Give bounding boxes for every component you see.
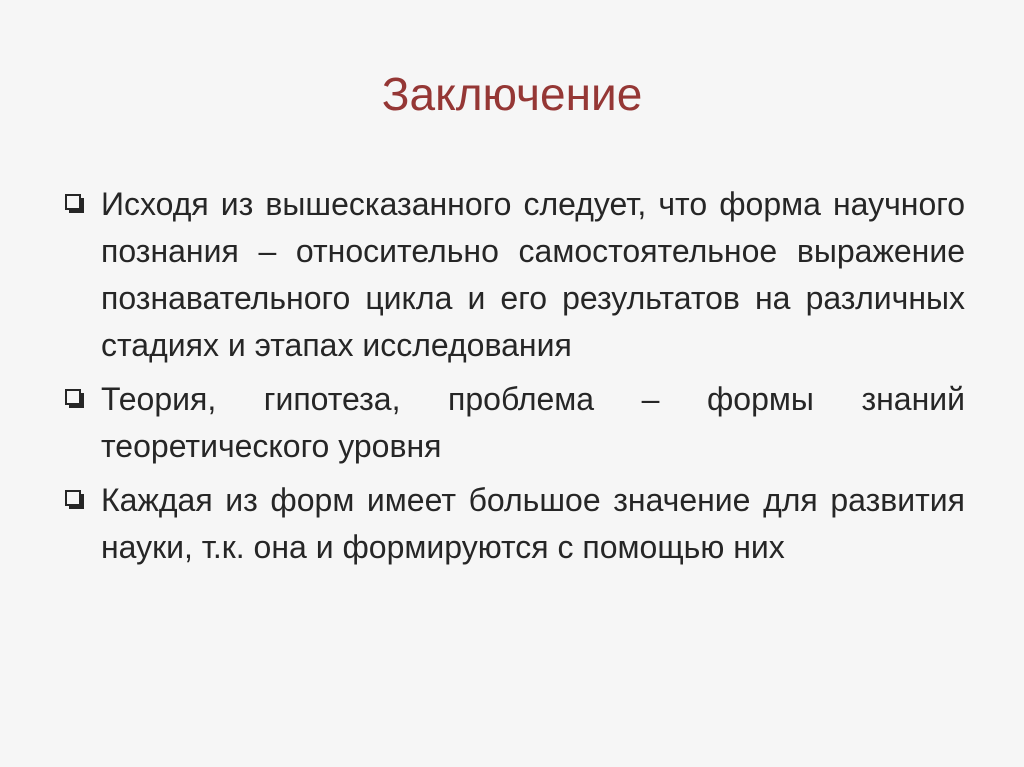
bullet-item	[61, 477, 965, 571]
bullet-item	[61, 376, 965, 470]
hollow-square-bullet-icon	[65, 490, 85, 510]
hollow-square-bullet-icon	[65, 194, 85, 214]
bullet-text: Каждая из форм имеет большое значение для развития науки, т.к. она и формируются с помощью них	[101, 482, 965, 565]
bullet-text: Исходя из вышесказанного следует, что форма научного познания – относительно самостоятельное выражение познавательного цикла и его результатов на различных стадиях и этапах исследования	[101, 186, 965, 363]
slide-title: Заключение	[381, 68, 643, 120]
hollow-square-bullet-icon	[65, 389, 85, 409]
bullet-item	[61, 181, 965, 369]
bullet-list	[61, 181, 965, 578]
bullet-text: Теория, гипотеза, проблема – формы знаний теоретического уровня	[101, 381, 965, 464]
